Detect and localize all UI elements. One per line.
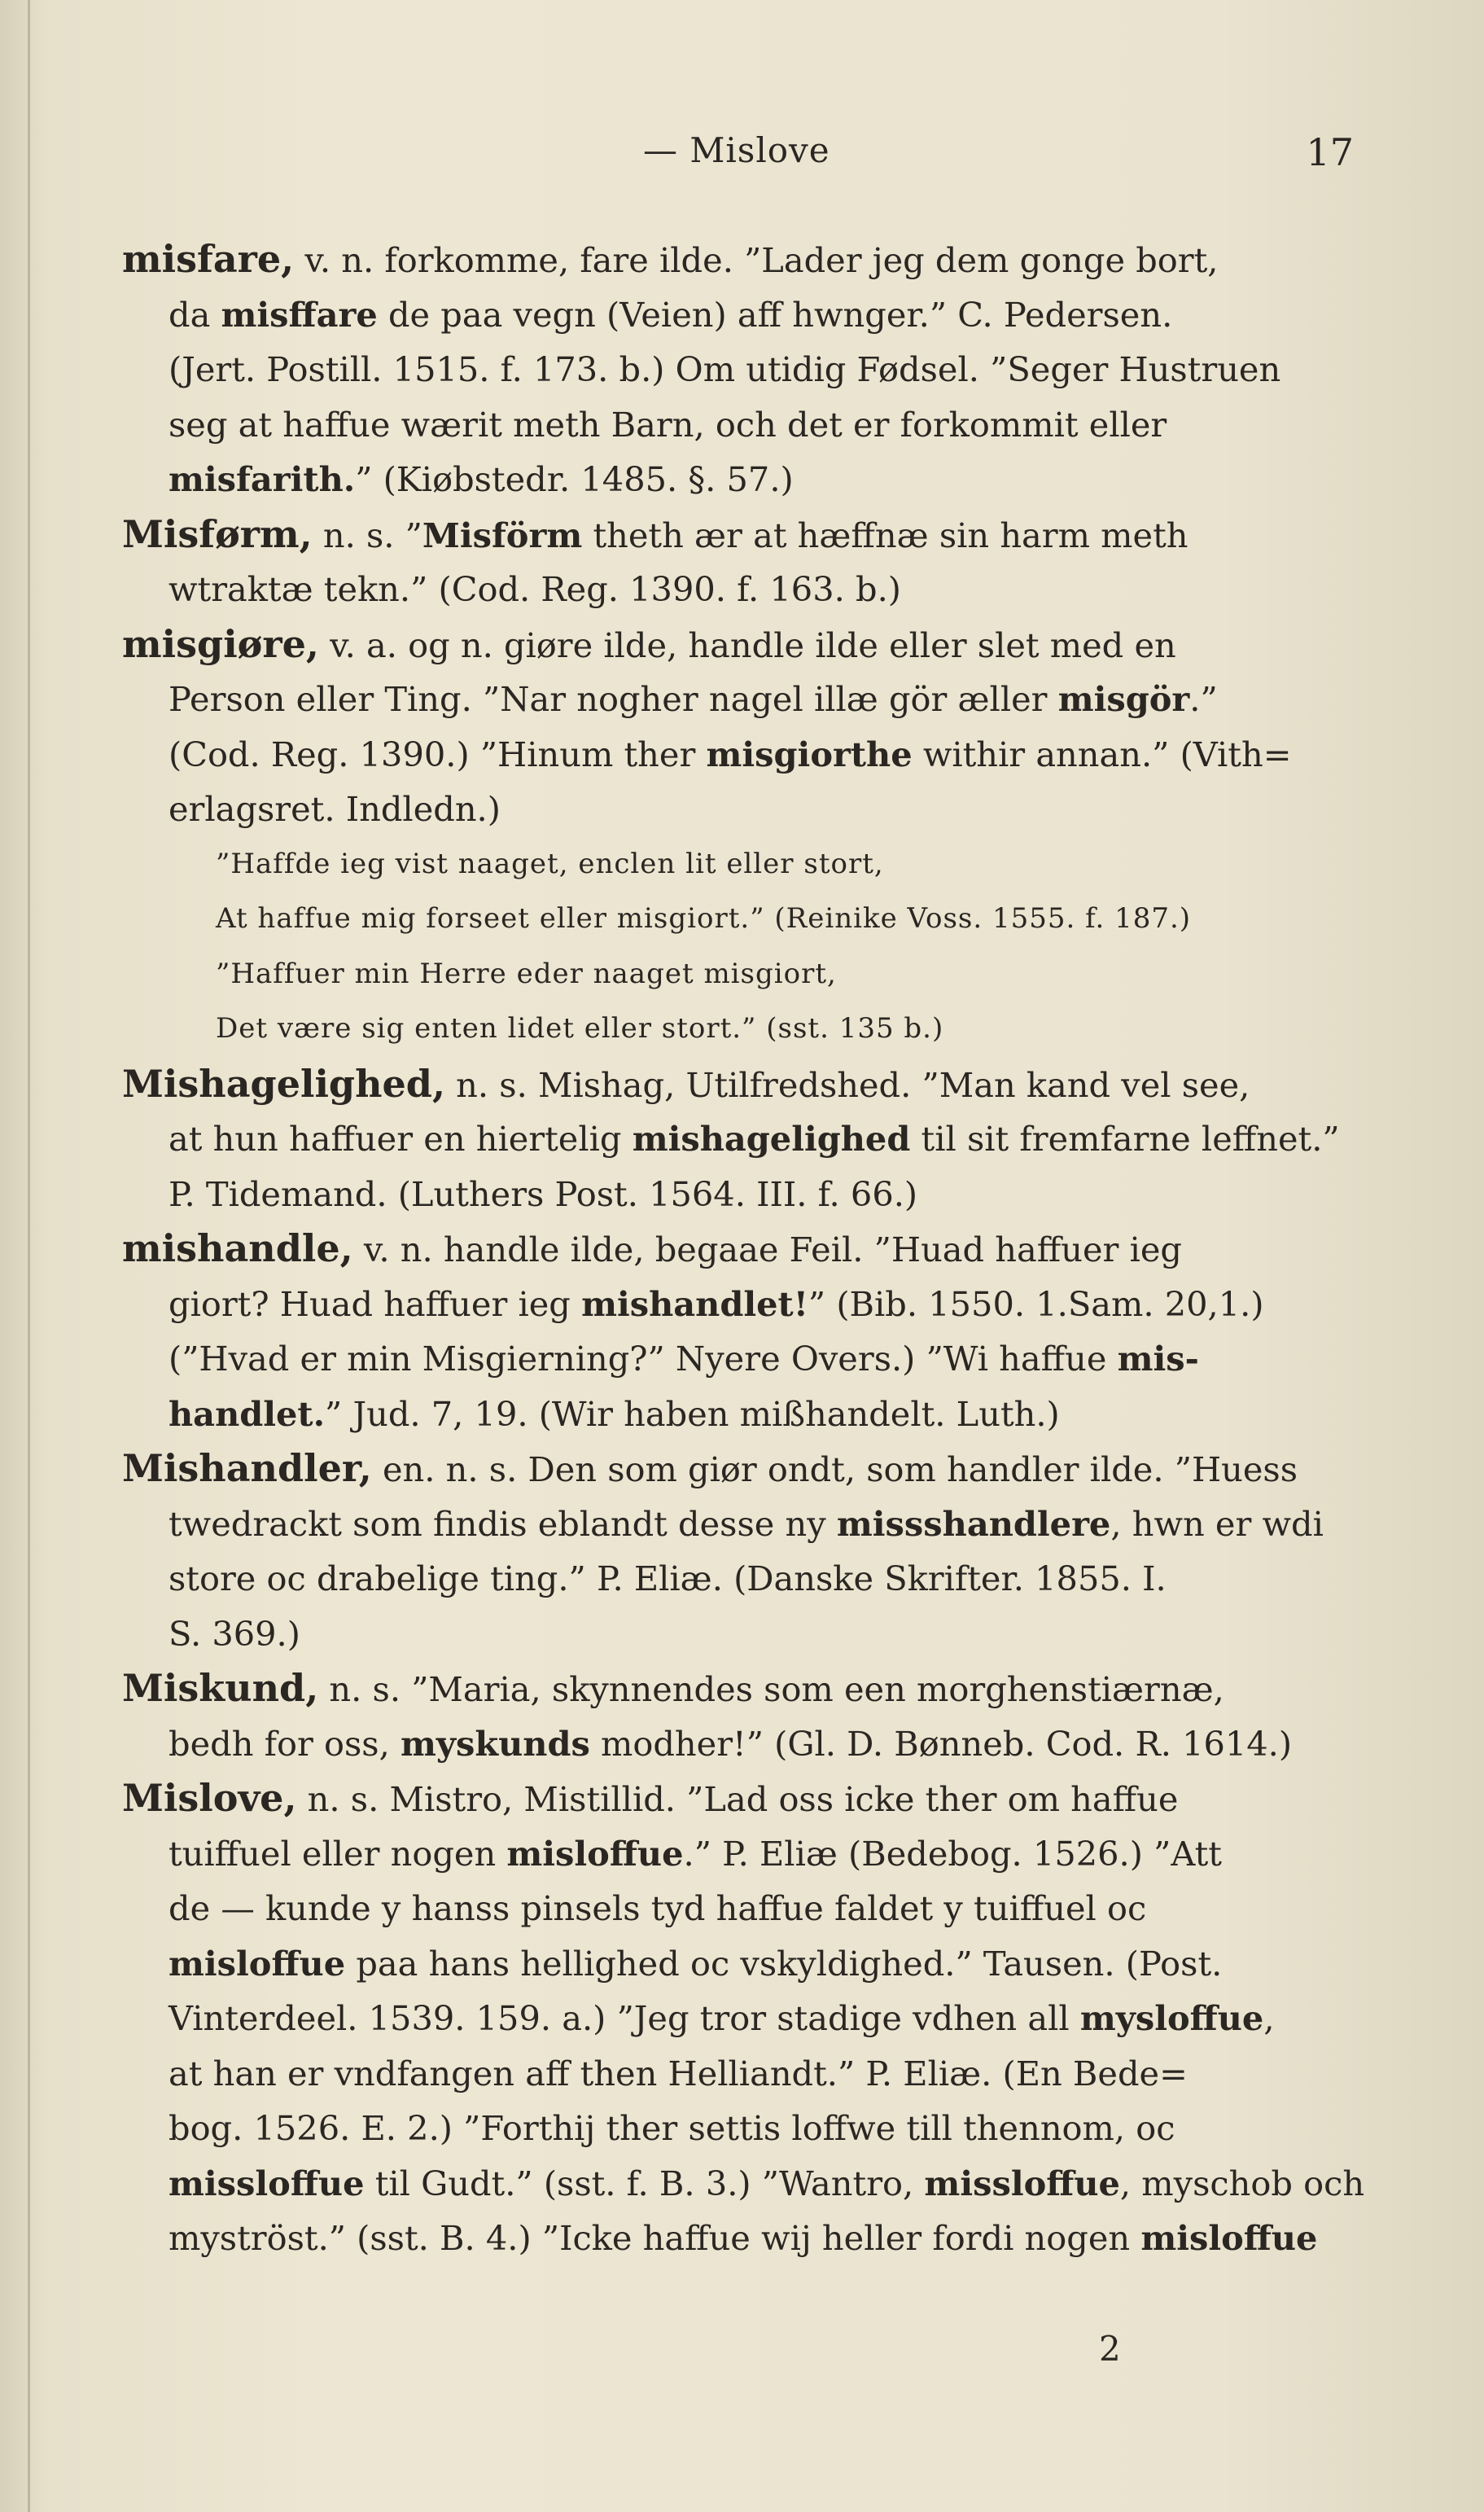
entry-text: at han er vndfangen aff then Helliandt.” P. Eliæ. (En Bede=: [169, 2053, 1188, 2093]
cited-form: handlet.: [169, 1393, 326, 1434]
entry-line: [122, 2211, 1355, 2266]
dictionary-entry-mishandler: [122, 1441, 1355, 1661]
page-edge-shadow: [28, 0, 30, 2512]
cited-form: myskunds: [400, 1723, 590, 1764]
entry-text: ”Haffuer min Herre eder naaget misgiort,: [216, 957, 837, 990]
entry-text: .” P. Eliæ (Bedebog. 1526.) ”Att: [683, 1833, 1222, 1874]
entry-line: [122, 1277, 1355, 1332]
entry-text: (Cod. Reg. 1390.) ”Hinum ther: [169, 734, 707, 774]
entry-line: [122, 287, 1355, 343]
entry-text: n. s. Mistro, Mistillid. ”Lad oss icke ther om haffue: [296, 1779, 1179, 1819]
headword: misfare,: [122, 237, 295, 281]
running-head: — Mislove: [643, 130, 830, 170]
entry-line: [122, 452, 1355, 507]
entry-line: [122, 562, 1355, 617]
entry-text: v. n. handle ilde, begaae Feil. ”Huad haffuer ieg: [352, 1230, 1182, 1269]
entry-line: [122, 727, 1355, 783]
entry-line: [122, 1387, 1355, 1442]
entry-line: [122, 1936, 1355, 1992]
entry-text: seg at haffue wærit meth Barn, och det er forkommit eller: [169, 404, 1167, 445]
entry-text: til sit fremfarne leffnet.”: [910, 1119, 1340, 1159]
entry-text: at hun haffuer en hiertelig: [169, 1119, 633, 1159]
entry-text: n. s. ”Maria, skynnendes som een morghenstiærnæ,: [318, 1669, 1224, 1709]
entry-text: til Gudt.” (sst. f. B. 3.) ”Wantro,: [364, 2163, 925, 2203]
entry-first-line: [122, 232, 1355, 287]
entry-text: ” (Bib. 1550. 1.Sam. 20,1.): [808, 1283, 1264, 1324]
headword: Mishagelighed,: [122, 1061, 445, 1106]
entry-text: ” (Kiøbstedr. 1485. §. 57.): [355, 459, 794, 499]
entry-text: ”Haffde ieg vist naaget, enclen lit eller stort,: [216, 847, 884, 880]
cited-form: missshandlere: [836, 1503, 1111, 1544]
cited-form: missloffue: [924, 2163, 1120, 2203]
headword: misgiøre,: [122, 621, 319, 666]
entry-line: [122, 1991, 1355, 2046]
entry-text: P. Tidemand. (Luthers Post. 1564. III. f. 66.): [169, 1173, 918, 1214]
dictionary-entry-mishandle: [122, 1221, 1355, 1441]
headword: Misførm,: [122, 511, 313, 556]
cited-form: mishandlet!: [581, 1283, 808, 1324]
entry-text: ” Jud. 7, 19. (Wir haben mißhandelt. Luth.): [325, 1393, 1060, 1434]
entry-text: paa hans hellighed oc vskyldighed.” Tausen. (Post.: [345, 1943, 1223, 1984]
cited-form: misloffue: [506, 1833, 684, 1874]
cited-form: mis-: [1117, 1339, 1199, 1379]
headword: Mishandler,: [122, 1446, 372, 1490]
entry-text: S. 369.): [169, 1613, 300, 1654]
headword: Mislove,: [122, 1776, 297, 1820]
entry-text: da: [169, 294, 221, 335]
cited-form: missloffue: [169, 2163, 365, 2203]
quote-line: [122, 837, 1355, 892]
entry-text: At haffue mig forseet eller misgiort.” (Reinike Voss. 1555. f. 187.): [216, 902, 1192, 935]
cited-form: misgiorthe: [706, 734, 913, 774]
entry-line: [122, 397, 1355, 453]
entry-line: [122, 2046, 1355, 2102]
entry-text: n. s. ”: [312, 515, 422, 555]
entry-text: twedrackt som findis eblandt desse ny: [169, 1503, 837, 1544]
dictionary-entry-misgiore: [122, 617, 1355, 837]
entry-text: v. n. forkomme, fare ilde. ”Lader jeg dem gonge bort,: [294, 240, 1219, 280]
entry-text: (”Hvad er min Misgierning?” Nyere Overs.) ”Wi haffue: [169, 1339, 1118, 1379]
entry-text: Person eller Ting. ”Nar nogher nagel illæ gör æller: [169, 679, 1058, 719]
dictionary-entry-mishagelighed: [122, 1057, 1355, 1222]
entry-text: store oc drabelige ting.” P. Eliæ. (Danske Skrifter. 1855. I.: [169, 1558, 1167, 1598]
entry-text: (Jert. Postill. 1515. f. 173. b.) Om utidig Fødsel. ”Seger Hustruen: [169, 349, 1281, 389]
entry-first-line: [122, 617, 1355, 673]
dictionary-entries: [122, 232, 1365, 2266]
entry-text: theth ær at hæffnæ sin harm meth: [582, 515, 1189, 555]
entry-line: [122, 1881, 1355, 1936]
dictionary-entry-miskund: [122, 1661, 1355, 1771]
entry-text: de paa vegn (Veien) aff hwnger.” C. Pedersen.: [377, 294, 1173, 335]
dictionary-entry-misfare: [122, 232, 1355, 507]
entry-text: de — kunde y hanss pinsels tyd haffue faldet y tuiffuel oc: [169, 1888, 1147, 1928]
cited-form: misgör: [1057, 679, 1190, 719]
entry-line: [122, 1111, 1355, 1167]
dictionary-entry-misgiore-quote: [122, 837, 1355, 1057]
entry-text: n. s. Mishag, Utilfredshed. ”Man kand vel see,: [444, 1064, 1250, 1105]
entry-first-line: [122, 507, 1355, 563]
entry-text: , myschob och: [1119, 2163, 1365, 2203]
entry-text: bog. 1526. E. 2.) ”Forthij ther settis loffwe till thennom, oc: [169, 2108, 1175, 2148]
entry-line: [122, 1497, 1355, 1552]
entry-text: modher!” (Gl. D. Bønneb. Cod. R. 1614.): [589, 1723, 1293, 1764]
entry-line: [122, 2101, 1355, 2156]
headword: Miskund,: [122, 1666, 319, 1710]
quote-line: [122, 892, 1355, 947]
entry-first-line: [122, 1771, 1355, 1826]
entry-first-line: [122, 1441, 1355, 1497]
entry-text: Det være sig enten lidet eller stort.” (sst. 135 b.): [216, 1012, 944, 1045]
page-header: [0, 130, 1484, 179]
cited-form: misloffue: [1140, 2218, 1318, 2258]
entry-text: erlagsret. Indledn.): [169, 789, 501, 829]
entry-line: [122, 1331, 1355, 1387]
cited-form: Misförm: [422, 515, 583, 555]
entry-text: Vinterdeel. 1539. 159. a.) ”Jeg tror stadige vdhen all: [169, 1998, 1080, 2038]
headword: mishandle,: [122, 1226, 353, 1270]
entry-line: [122, 1167, 1355, 1222]
page-number: 17: [1306, 130, 1354, 174]
dictionary-entry-misform: [122, 507, 1355, 617]
entry-line: [122, 782, 1355, 837]
entry-line: [122, 342, 1355, 397]
entry-line: [122, 1607, 1355, 1662]
entry-first-line: [122, 1057, 1355, 1112]
quote-line: [122, 1002, 1355, 1057]
entry-text: withir annan.” (Vith=: [912, 734, 1292, 774]
cited-form: misfarith.: [169, 459, 356, 499]
entry-text: ,: [1263, 1998, 1275, 2038]
entry-text: wtraktæ tekn.” (Cod. Reg. 1390. f. 163. b.): [169, 569, 901, 609]
cited-form: mysloffue: [1079, 1998, 1264, 2038]
entry-line: [122, 672, 1355, 727]
entry-line: [122, 1551, 1355, 1607]
entry-line: [122, 1716, 1355, 1772]
dictionary-entry-mislove: [122, 1771, 1365, 2266]
cited-form: misloffue: [169, 1943, 346, 1984]
entry-line: [122, 1826, 1355, 1882]
printer-signature: 2: [1099, 2329, 1121, 2369]
entry-first-line: [122, 1221, 1355, 1277]
entry-text: v. a. og n. giøre ilde, handle ilde eller slet med en: [318, 625, 1176, 665]
entry-text: tuiffuel eller nogen: [169, 1833, 507, 1874]
cited-form: misffare: [221, 294, 378, 335]
entry-text: en. n. s. Den som giør ondt, som handler ilde. ”Huess: [371, 1449, 1298, 1489]
entry-text: myströst.” (sst. B. 4.) ”Icke haffue wij heller fordi nogen: [169, 2218, 1141, 2258]
quote-line: [122, 947, 1355, 1002]
entry-first-line: [122, 1661, 1355, 1716]
entry-text: giort? Huad haffuer ieg: [169, 1283, 582, 1324]
entry-text: bedh for oss,: [169, 1723, 401, 1764]
cited-form: mishagelighed: [632, 1119, 911, 1159]
entry-line: [122, 2156, 1365, 2212]
entry-text: .”: [1189, 679, 1218, 719]
entry-text: , hwn er wdi: [1110, 1503, 1324, 1544]
